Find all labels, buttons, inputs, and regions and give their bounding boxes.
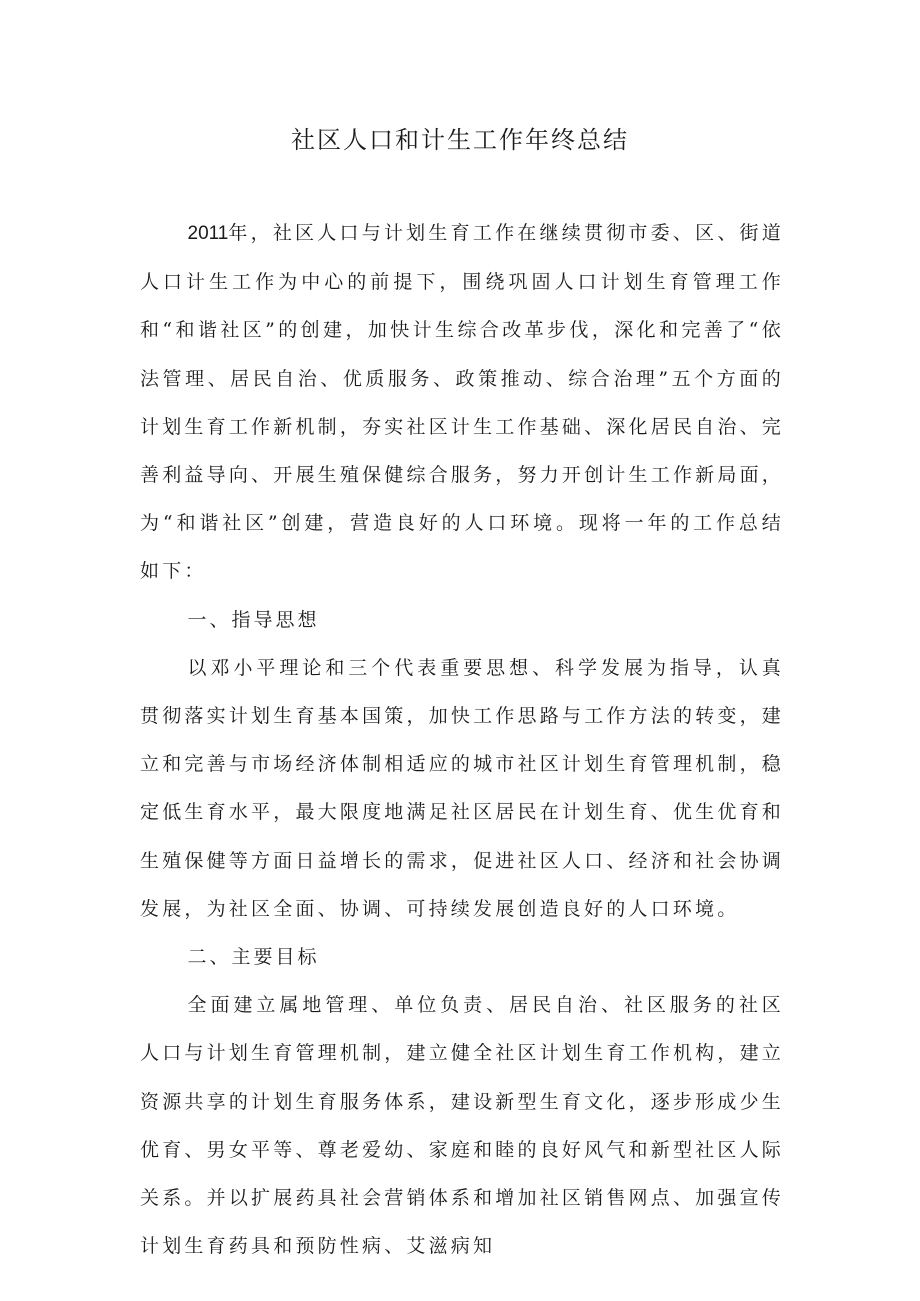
- section-paragraph-guiding-ideology: 以邓小平理论和三个代表重要思想、科学发展为指导，认真贯彻落实计划生育基本国策，加快工作思路与工作方法的转变，建立和完善与市场经济体制相适应的城市社区计划生育管理机制，稳定低生育水平，最大限度地满足社区居民在计划生育、优生优育和生殖保健等方面日益增长的需求，促进社区人口、经济和社会协调发展，为社区全面、协调、可持续发展创造良好的人口环境。: [140, 656, 784, 920]
- document-title: 社区人口和计生工作年终总结: [291, 126, 629, 154]
- intro-year: 2011: [187, 223, 229, 244]
- intro-paragraph: [140, 209, 784, 596]
- section-paragraph-main-goals: 全面建立属地管理、单位负责、居民自治、社区服务的社区人口与计划生育管理机制，建立健全社区计划生育工作机构，建立资源共享的计划生育服务体系，建设新型生育文化，逐步形成少生优育、男女平等、尊老爱幼、家庭和睦的良好风气和新型社区人际关系。并以扩展药具社会营销体系和增加社区销售网点、加强宣传计划生育药具和预防性病、艾滋病知: [140, 994, 784, 1258]
- section-heading-main-goals: 二、主要目标: [187, 946, 320, 969]
- document-body: [140, 209, 784, 1270]
- section-heading-guiding-ideology: 一、指导思想: [187, 608, 320, 631]
- intro-text: 年，社区人口与计划生育工作在继续贯彻市委、区、街道人口计生工作为中心的前提下，围绕巩固人口计划生育管理工作和“和谐社区”的创建，加快计生综合改革步伐，深化和完善了“依法管理、居民自治、优质服务、政策推动、综合治理”五个方面的计划生育工作新机制，夯实社区计生工作基础、深化居民自治、完善利益导向、开展生殖保健综合服务，努力开创计生工作新局面，为“和谐社区”创建，营造良好的人口环境。现将一年的工作总结如下：: [140, 222, 784, 583]
